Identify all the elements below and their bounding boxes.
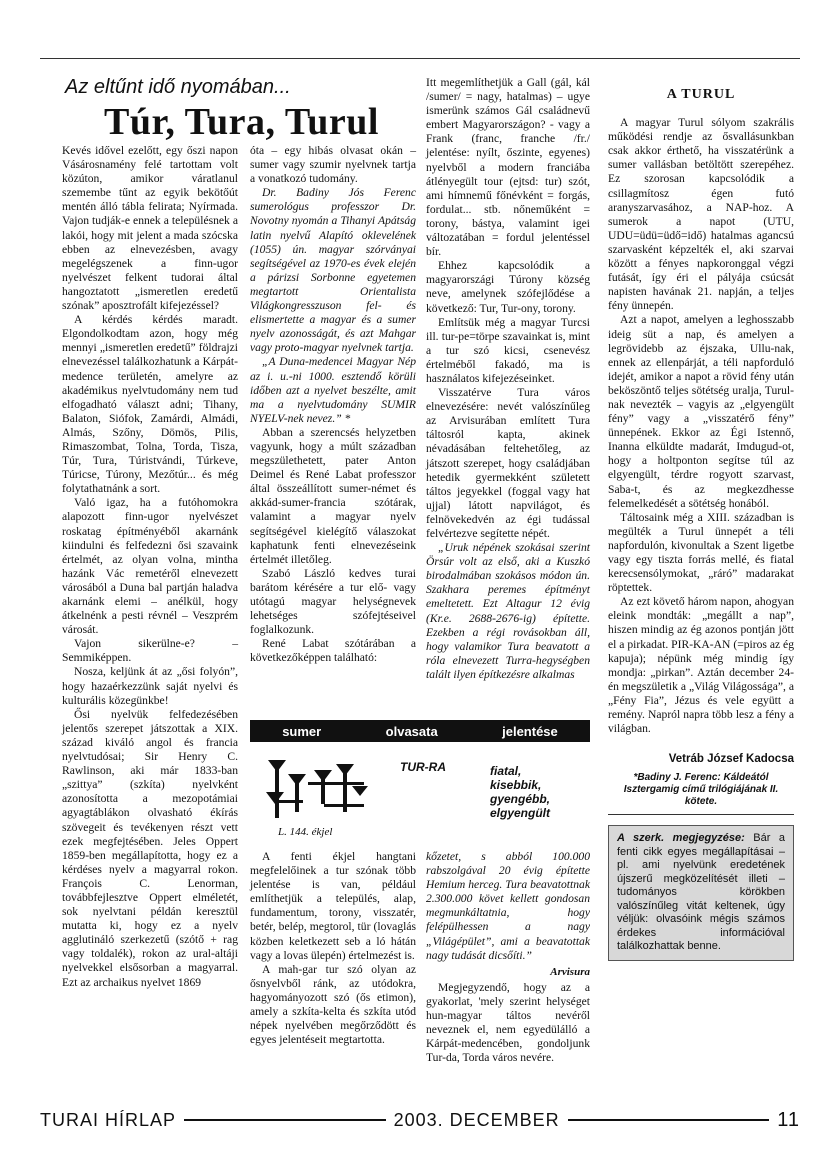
sumer-reading: TUR-RA xyxy=(400,760,446,774)
quote-paragraph: „A Duna-medencei Magyar Nép az i. u.-ni 1000. esztendő körüli időben azt a nyelvet beszélte, amit ma a nyelvtudomány SUMIR NYELV-nek nevez.” * xyxy=(250,355,416,425)
editor-note xyxy=(608,825,794,961)
sumer-table xyxy=(250,720,590,840)
editor-note-label: A szerk. megjegyzése: xyxy=(617,832,745,845)
paragraph: Visszatérve Tura város elnevezésére: nevét valószínűleg az Arvisurában említett Tura táltosról kapta, akinek névadásában feltehetőleg, az játszott szerepet, hogy családjában hetedik gyermekként született táltos jegyekkel (foggal vagy hat ujjal) látott napvilágot, és felnövekedvén az égi tudással felvértezve segítette népét. xyxy=(426,386,590,540)
source-footnote: *Badiny J. Ferenc: Káldeától Isztergamig című trilógiájának II. kötete. xyxy=(608,772,794,815)
meaning-line: kisebbik, xyxy=(490,778,542,792)
paragraph: A mah-gar tur szó olyan az ősnyelvből ránk, az utódokra, hagyományozott szó (ős etimon), amely a szkíta-kelta és szkíta utód népek nyelvében megőrződött és egyes jelentéseit megtartotta. xyxy=(250,962,416,1047)
cuneiform-glyph-icon xyxy=(264,754,374,824)
column-3 xyxy=(426,76,590,682)
paragraph: Ehhez kapcsolódik a magyarországi Túrony község neve, amelynek szófejlődése a következő: Tur, Tur-ony, torony. xyxy=(426,259,590,315)
paragraph: Szabó László kedves turai barátom kérésére a tur elő- vagy utótagú magyar helységnevek lehetséges szófejtéseivel foglalkozunk. xyxy=(250,566,416,637)
issue-date: 2003. DECEMBER xyxy=(393,1109,560,1130)
meaning-line: gyengébb, xyxy=(490,792,551,806)
glyph-caption: L. 144. ékjel xyxy=(278,826,333,838)
article-kicker: Az eltűnt idő nyomában... xyxy=(65,76,291,98)
paragraph: Az ezt követő három napon, ahogyan eleink mondták: „megállt a nap”, hiszen mindig az ég azonos pontján jött el a pirkadat. PIR-KA-AN (=piros az ég kapuja); népünk még mindig így mondja: „pirkan”. Aztán december 24-én megszületik a „Világ Világossága”, a „Fény Fia”, Jézus és vele együtt a remény. Napról napra több lesz a fény a világban. xyxy=(608,595,794,736)
paragraph: Itt megemlíthetjük a Gall (gál, kál /sumer/ = nagy, hatalmas) – ugye ismerünk számos Gál családnevű embert Magyarországon? - vagy a Frank (franc, franche /fr./ jelentése: nyílt, őszinte, egyenes) nyelvből a modern franciába átlényegült tour (ejtsd: tur) szót, ami hímnemű főnévként = forgás, fordulat... stb. nőneműként = torony, bástya, valamint igei változatában = fordul jelentéssel bír. xyxy=(426,76,590,259)
quote-paragraph: „Uruk népének szokásai szerint Örsúr volt az első, aki a Kuszkó birodalmában szokásos módon ún. Szakhara peremes építményt emeltetett. Ezt Altagur 12 évig (Kr.e. 2688-2676-ig) építette. Ezekben a régi rovásokban áll, hogy valamikor Tura beavatott a róla elnevezett Turra-hegységben talált ilyen építkezésre alkalmas xyxy=(426,541,590,681)
editor-note-text: Bár a fenti cikk egyes megállapításai – pl. ami nyelvünk eredetének újszerű megközelítését illeti – tudományos körökben valószínűleg vitát keltenek, úgy véljük: olvasóink mégis számos érdekes információval találkozhattak benne. xyxy=(617,832,786,953)
paragraph: A fenti ékjel hangtani megfelelőinek a tur szónak több jelentése is van, például említhetjük a település, alap, fundamentum, torony, visszatér, betér, belép, megtorol, tür (lovaglás közben keletkezett seb a ló hátán vagy a lovas ülepén) értelmezést is. xyxy=(250,850,416,962)
meaning-line: fiatal, xyxy=(490,764,522,778)
sidebar-title: A TURUL xyxy=(666,87,736,102)
paragraph: René Labat szótárában a következőképpen található: xyxy=(250,637,416,665)
footer-rule xyxy=(568,1119,770,1121)
sumer-meaning xyxy=(490,764,550,820)
column-2 xyxy=(250,144,416,665)
quote-paragraph: kőzetet, s abból 100.000 rabszolgával 20 évig építette Hemium herceg. Tura beavatottnak 2.300.000 követ kellett gondosan megmunkáltatnia, hogy felépülhessen a nagy „Világépület”, ami a beavatottak nagy tudását dicsőíti.” xyxy=(426,850,590,962)
paragraph: A kérdés kérdés maradt. Elgondolkodtam azon, hogy még mennyi „ismeretlen eredetű” földrajzi elnevezéssel találkozhatunk a Kárpát-medence területén, amelyre az akadémikus nyelvtudomány nem tud elfogadható választ adni; Tihany, Balaton, Siófok, Zamárdi, Almádi, Almás, Szőny, Dömös, Pilis, Rimaszombat, Tolna, Torda, Tisza, Túr, Tura, Túristvándi, Túrkeve, Túricse, Túrony, Mezőtúr... és még folytathatnánk a sort. xyxy=(62,313,238,496)
paragraph: Dr. Badiny Jós Ferenc sumerológus professzor Dr. Novotny nyomán a Tihanyi Apátság latin nyelvű Alapító oklevelének (1055) ún. magyar szórványai segítségével az 1970-es évek elején a párizsi Sorbonne egyetemen megtartott Orientalista Világkongresszuson fel- és elismertette a magyar és a sumer nyelv azonosságát, és azt Mahgar vagy proto-magyar nyelvnek tartja. xyxy=(250,186,416,355)
paragraph: Megjegyzendő, hogy az a gyakorlat, 'mely szerint helységet hun-magyar táltos nevéről neveznek el, nem egyedülálló a Kárpát-medencében, gondoljunk Tur-da, Torda város nevére. xyxy=(426,980,590,1065)
paragraph: Említsük még a magyar Turcsi ill. tur-pe=törpe szavainkat is, mint a tur szó kicsi, csenevész értelméből fakadó, ma is használatos kifejezéseinket. xyxy=(426,315,590,385)
paragraph: Kevés idővel ezelőtt, egy őszi napon Vásárosnamény felé tartottam volt közúton, amikor váratlanul szemembe tűnt az egyik bekötőút mentén álló tábla felirata; Nyírmada. Vajon tudják-e ennek a településnek a lakói, hogy mit jelent a mada szócska ebben az elnevezésben, avagy megelégszenek a finn-ugor nyelvészet felkent tudorai által hangoztatott „ismeretlen eredetű szónak” aposztrofált kifejezéssel? xyxy=(62,144,238,313)
paragraph: Azt a napot, amelyen a leghosszabb ideig süt a nap, és amelyen a legrövidebb az éjszaka, Ullu-nak, ennek az ellenpárját, a téli napforduló idejét, amikor a napot a rövid fény után beköszöntő teljes sötétség uralja, Turul-nak nevezték – vagyis az „elgyengült fény” vagy a „visszatérő fény” ünnepének. Ekkor az Égi Istennő, Inanna elküldte madarát, Imdugud-ot, hogy a holtponton segítse túl az elgyengült, térdre rogyott szarvast, Saba-t, és az megkezdhesse felemelkedését a sötétség honából. xyxy=(608,313,794,510)
paragraph: Abban a szerencsés helyzetben vagyunk, hogy a múlt században megszülethetett, pater Anton Deimel és René Labat professzor által összeállított sumer-német és akkád-sumer-francia szótárak, valamint a magyar nyelv segítségével kielégítő válaszokat kaphatunk fenti elnevezéseink értelmét illetőleg. xyxy=(250,425,416,566)
sumer-table-header xyxy=(250,720,590,742)
article-headline: Túr, Tura, Turul xyxy=(104,101,379,143)
paragraph: Való igaz, ha a futóhomokra alapozott finn-ugor nyelvészet roskatag építményéből akarnánk kiindulni és felfedezni ősi szavaink értelmét, az olyan volna, mintha hazánk Vác remetéről elnevezett városából a Duna bal partján haladva akarnánk elemi – anélkül, hogy átkelnénk a pesti révnél – Veszprém városát. xyxy=(62,496,238,637)
paragraph: Ősi nyelvük felfedezésében jelentős szerepet játszottak a XIX. század kiváló angol és francia nyelvtudósai; Sir Henry C. Rawlinson, aki már 1833-ban „szittya” (szkíta) nyelvként azonosította a mezopotámiai agyagtáblákon olvasható ékírás szövegeit és tevékenyen részt vett ezek megfejtésében. Jeles Oppert 1859-ben megállapította, hogy ez a kérdéses nyelv a magyarral rokon. François C. Lenorman, továbbfejlesztve Oppert elméletét, sok nyelvtani példán keresztül mutatta ki, hogy ez a nyelv agglutináló szerkezetű (szótő + rag vagy toldalék), rokon az ural-altáji nyelvekkel elsősorban a magyarral. Ezt az archaikus nyelvet 1869 xyxy=(62,707,238,989)
footer-rule xyxy=(184,1119,386,1121)
author-name: Vetráb József Kadocsa xyxy=(668,753,794,766)
column-2-lower xyxy=(250,850,416,1047)
masthead: TURAI HÍRLAP xyxy=(40,1109,177,1130)
header-sumer: sumer xyxy=(282,723,322,739)
column-1 xyxy=(62,144,238,990)
header-olvasata: olvasata xyxy=(385,723,438,739)
newspaper-page xyxy=(40,58,800,1138)
paragraph: Táltosaink még a XIII. században is megülték a Turul ünnepét a téli napfordulón, kivonultak a Szent ligetbe vagy egy tiszta forrás mellé, és fiatal kerecsensólymokat, „ráró” madarakat röptettek. xyxy=(608,510,794,595)
meaning-line: elgyengült xyxy=(490,806,551,820)
paragraph: Nosza, keljünk át az „ősi folyón”, hogy hazaérkezzünk saját nyelvi és kulturális közegünkbe! xyxy=(62,665,238,707)
top-rule xyxy=(40,58,800,59)
sidebar-column xyxy=(608,76,794,961)
page-footer xyxy=(40,1108,800,1132)
paragraph: A magyar Turul sólyom szakrális működési rendje az ősvallásunkban csak akkor érthető, ha visszatérünk a sumer vallásban betöltött szerepéhez. Ez szorosan kapcsolódik a csillagmítosz égen futó aranyszarvasához, a NAP-hoz. A sumerok a napot (UTU, UDU=üdü=üdő=idő) hatalmas agancsú szarvasként képzelték el, aki szarvai között a fényes napkoronggal végzi futását, így éri el pályája csúcsát napisten havának 21. napján, a teljes fény ünnepén. xyxy=(608,116,794,313)
page-number: 11 xyxy=(777,1108,801,1131)
header-jelentese: jelentése xyxy=(502,723,558,739)
paragraph: Vajon sikerülne-e? – Semmiképpen. xyxy=(62,637,238,665)
quote-source: Arvisura xyxy=(550,965,590,978)
column-3-lower xyxy=(426,850,590,1065)
paragraph: óta – egy hibás olvasat okán – sumer vagy szumir nyelvnek tartja a vonatkozó tudomány. xyxy=(250,144,416,186)
